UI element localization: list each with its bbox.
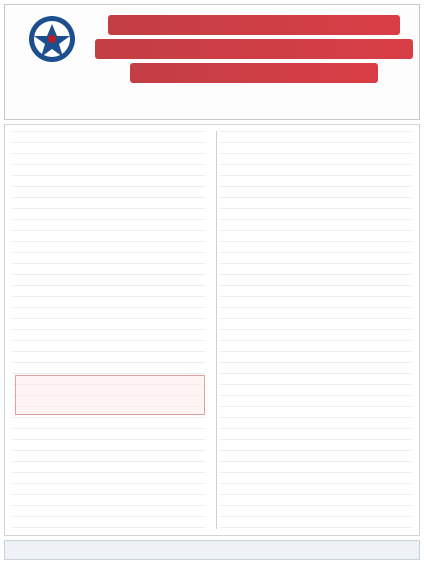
notice-title-line-1 [108,15,401,35]
organization-name [11,69,93,91]
notice-reference [4,560,420,574]
notice-left-column [9,129,209,531]
column-divider [216,131,217,529]
notice-title-line-3 [130,63,378,83]
organization-logo-block [11,13,93,113]
highlighted-note-box [15,375,205,415]
sports-organization-emblem-icon [24,13,80,65]
notice-title-block [95,11,413,115]
organization-subcaption [11,91,93,100]
notice-right-column [215,129,415,531]
notice-title-line-2 [95,39,413,59]
notice-signature [4,540,420,560]
notice-body [4,124,420,536]
notice-header [4,4,420,120]
